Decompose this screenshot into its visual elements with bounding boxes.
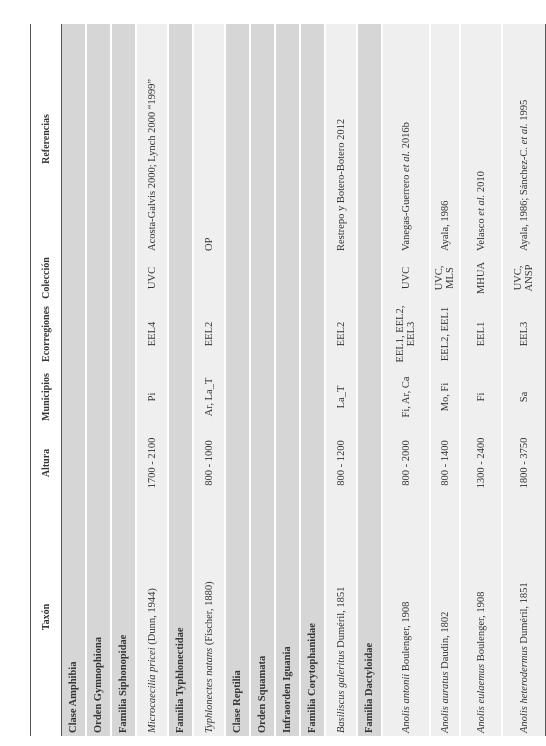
altura-cell: 800 - 1200 bbox=[325, 428, 357, 498]
header-municipios: Municipios bbox=[31, 366, 62, 428]
taxon-cell bbox=[460, 498, 502, 736]
group-label: Infraorden Iguania bbox=[275, 24, 300, 736]
species-author: (Dunn, 1944) bbox=[146, 588, 158, 645]
ref-text: Ayala, 1986 bbox=[439, 200, 451, 251]
municipios-cell: La_T bbox=[325, 366, 357, 428]
group-label: Familia Typhlonectidae bbox=[168, 24, 193, 736]
species-author: (Fischer, 1880) bbox=[203, 581, 215, 646]
taxon-group-row bbox=[275, 24, 300, 736]
ecorregiones-cell: EEL2, EEL1 bbox=[430, 302, 460, 366]
taxon-table bbox=[30, 24, 546, 736]
coleccion-cell bbox=[193, 254, 225, 302]
taxon-group-row bbox=[300, 24, 325, 736]
species-name: Anolis eulaemus bbox=[475, 663, 487, 733]
ref-text: Acosta-Galvis 2000; Lynch 2000 “1999” bbox=[146, 78, 158, 251]
header-taxon: Taxón bbox=[31, 498, 62, 736]
coleccion-cell: UVC bbox=[136, 254, 168, 302]
species-author: Duméril, 1851 bbox=[518, 582, 530, 644]
ecorregiones-cell: EEL1, EEL2, EEL3 bbox=[382, 302, 430, 366]
ref-text: Vanegas-Guerrero bbox=[400, 171, 412, 251]
taxon-cell bbox=[193, 498, 225, 736]
ref-et-al: et al. bbox=[518, 123, 530, 145]
ref-et-al: et al. bbox=[475, 194, 487, 216]
ref-text: Velasco bbox=[475, 215, 487, 251]
species-name: Anolis heterodermus bbox=[518, 646, 530, 733]
taxon-group-row bbox=[111, 24, 136, 736]
ref-et-al: et al. bbox=[400, 150, 412, 172]
altura-cell: 1800 - 3750 bbox=[502, 428, 546, 498]
species-author: Duméril, 1851 bbox=[335, 586, 347, 648]
species-row bbox=[430, 24, 460, 736]
taxon-cell bbox=[502, 498, 546, 736]
taxon-cell bbox=[136, 498, 168, 736]
ref-text: OP bbox=[203, 237, 215, 251]
coleccion-cell: UVC, ANSP bbox=[502, 254, 546, 302]
taxon-group-row bbox=[250, 24, 275, 736]
referencias-cell bbox=[193, 24, 225, 254]
referencias-cell bbox=[382, 24, 430, 254]
referencias-cell bbox=[502, 24, 546, 254]
altura-cell: 1700 - 2100 bbox=[136, 428, 168, 498]
ecorregiones-cell: EEL2 bbox=[193, 302, 225, 366]
header-coleccion: Colección bbox=[31, 254, 62, 302]
header-ecorregiones: Ecorregiones bbox=[31, 302, 62, 366]
municipios-cell: Sa bbox=[502, 366, 546, 428]
species-author: Daudin, 1802 bbox=[439, 611, 451, 669]
species-name: Typhlonectes natans bbox=[203, 647, 215, 733]
group-label: Clase Amphibia bbox=[62, 24, 87, 736]
taxon-group-row bbox=[86, 24, 111, 736]
species-author: Boulenger, 1908 bbox=[400, 601, 412, 672]
species-row bbox=[325, 24, 357, 736]
group-label: Clase Reptilia bbox=[225, 24, 250, 736]
ref-text: Ayala, 1986; Sánchez-C. bbox=[518, 144, 530, 251]
species-row bbox=[193, 24, 225, 736]
referencias-cell bbox=[136, 24, 168, 254]
species-row bbox=[460, 24, 502, 736]
taxon-cell bbox=[382, 498, 430, 736]
municipios-cell: Pi bbox=[136, 366, 168, 428]
group-label: Familia Dactyloidae bbox=[357, 24, 382, 736]
species-name: Anolis auratus bbox=[439, 671, 451, 733]
taxon-group-row bbox=[62, 24, 87, 736]
municipios-cell: Fi, Ar, Ca bbox=[382, 366, 430, 428]
ecorregiones-cell: EEL2 bbox=[325, 302, 357, 366]
species-row bbox=[382, 24, 430, 736]
species-name: Anolis antonii bbox=[400, 673, 412, 733]
coleccion-cell bbox=[325, 254, 357, 302]
ref-year: 2010 bbox=[475, 171, 487, 195]
group-label: Familia Corytophanidae bbox=[300, 24, 325, 736]
group-label: Familia Siphonopidae bbox=[111, 24, 136, 736]
ecorregiones-cell: EEL3 bbox=[502, 302, 546, 366]
group-label: Orden Gymnophiona bbox=[86, 24, 111, 736]
ref-year: 2016b bbox=[400, 122, 412, 151]
referencias-cell bbox=[325, 24, 357, 254]
header-referencias: Referencias bbox=[31, 24, 62, 254]
ecorregiones-cell: EEL4 bbox=[136, 302, 168, 366]
referencias-cell bbox=[460, 24, 502, 254]
taxon-group-row bbox=[357, 24, 382, 736]
coleccion-cell: UVC, MLS bbox=[430, 254, 460, 302]
coleccion-cell: MHUA bbox=[460, 254, 502, 302]
altura-cell: 1300 - 2400 bbox=[460, 428, 502, 498]
municipios-cell: Ar, La_T bbox=[193, 366, 225, 428]
coleccion-cell: UVC bbox=[382, 254, 430, 302]
species-row bbox=[502, 24, 546, 736]
taxon-cell bbox=[430, 498, 460, 736]
group-label: Orden Squamata bbox=[250, 24, 275, 736]
header-row bbox=[31, 24, 62, 736]
municipios-cell: Mo, Fi bbox=[430, 366, 460, 428]
altura-cell: 800 - 1000 bbox=[193, 428, 225, 498]
table-body bbox=[62, 24, 546, 736]
ref-text: Restrepo y Botero-Botero 2012 bbox=[335, 118, 347, 251]
species-author: Boulenger, 1908 bbox=[475, 591, 487, 662]
altura-cell: 800 - 1400 bbox=[430, 428, 460, 498]
ecorregiones-cell: EEL1 bbox=[460, 302, 502, 366]
ref-year: 1995 bbox=[518, 99, 530, 124]
species-name: Basiliscus galeritus bbox=[335, 650, 347, 733]
referencias-cell bbox=[430, 24, 460, 254]
species-name: Microcaecilia pricei bbox=[146, 647, 158, 733]
species-row bbox=[136, 24, 168, 736]
municipios-cell: Fi bbox=[460, 366, 502, 428]
altura-cell: 800 - 2000 bbox=[382, 428, 430, 498]
taxon-group-row bbox=[168, 24, 193, 736]
taxon-cell bbox=[325, 498, 357, 736]
taxon-group-row bbox=[225, 24, 250, 736]
header-altura: Altura bbox=[31, 428, 62, 498]
